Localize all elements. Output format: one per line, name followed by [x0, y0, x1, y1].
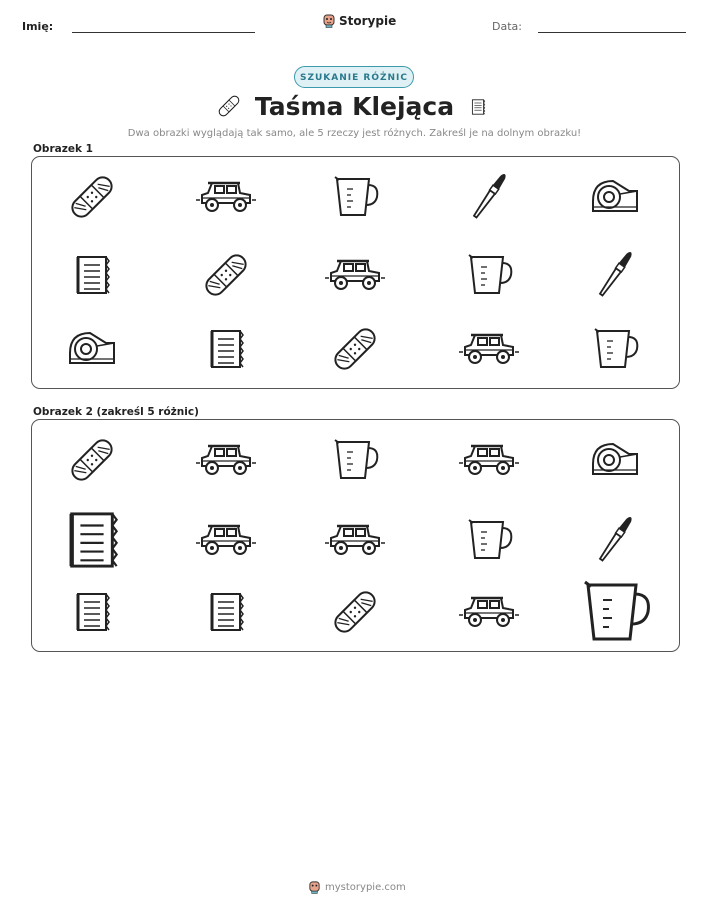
- car-icon: [459, 323, 519, 375]
- tape-dispenser-icon: [585, 171, 645, 223]
- instructions: Dwa obrazki wyglądają tak samo, ale 5 rzeczy jest różnych. Zakreśl je na dolnym obrazku!: [127, 128, 582, 139]
- bandage-icon: [62, 434, 122, 486]
- notepad-icon: [62, 249, 122, 301]
- car-icon: [459, 586, 519, 638]
- measuring-cup-icon: [325, 434, 385, 486]
- car-icon: [196, 171, 256, 223]
- paintbrush-icon: [459, 171, 519, 223]
- measuring-cup-icon: [570, 573, 660, 651]
- car-icon[interactable]: [196, 514, 256, 566]
- bandage-icon: [196, 249, 256, 301]
- bandage-icon: [325, 323, 385, 375]
- measuring-cup-icon[interactable]: [459, 514, 519, 566]
- tape-dispenser-icon: [62, 323, 122, 375]
- car-icon: [196, 171, 256, 223]
- measuring-cup-icon: [585, 323, 645, 375]
- storypie-mascot-icon: [322, 13, 336, 28]
- brand-name: Storypie: [339, 13, 397, 28]
- notepad-icon: [196, 323, 256, 375]
- bandage-icon[interactable]: [62, 434, 122, 486]
- bandage-icon: [196, 249, 256, 301]
- measuring-cup-icon: [585, 323, 645, 375]
- tape-dispenser-icon: [585, 434, 645, 486]
- footer: [308, 880, 406, 894]
- car-icon[interactable]: [196, 434, 256, 486]
- measuring-cup-icon: [459, 514, 519, 566]
- notepad-icon[interactable]: [62, 586, 122, 638]
- notepad-icon: [49, 502, 136, 577]
- car-icon: [459, 434, 519, 486]
- paintbrush-icon: [585, 249, 645, 301]
- notepad-icon[interactable]: [49, 502, 136, 577]
- storypie-mascot-icon: [308, 880, 321, 894]
- car-icon[interactable]: [459, 434, 519, 486]
- paintbrush-icon[interactable]: [585, 514, 645, 566]
- paintbrush-icon: [585, 249, 645, 301]
- paintbrush-icon: [459, 171, 519, 223]
- picture2-label: Obrazek 2 (zakreśl 5 różnic): [33, 406, 199, 418]
- tape-dispenser-icon[interactable]: [585, 434, 645, 486]
- tape-dispenser-icon: [585, 171, 645, 223]
- measuring-cup-icon: [325, 171, 385, 223]
- car-icon: [196, 514, 256, 566]
- name-label: Imię:: [22, 20, 54, 33]
- name-field-line[interactable]: [72, 32, 255, 33]
- footer-url: mystorypie.com: [325, 881, 406, 893]
- notepad-icon: [196, 586, 256, 638]
- car-icon: [325, 514, 385, 566]
- car-icon: [196, 434, 256, 486]
- notepad-icon: [62, 249, 122, 301]
- notepad-icon: [196, 323, 256, 375]
- bandage-icon: [325, 323, 385, 375]
- notepad-icon: [62, 586, 122, 638]
- bandage-icon: [325, 586, 385, 638]
- bandage-icon: [62, 171, 122, 223]
- measuring-cup-icon: [459, 249, 519, 301]
- bandage-icon[interactable]: [325, 586, 385, 638]
- paintbrush-icon: [585, 514, 645, 566]
- category-badge: SZUKANIE RÓŻNIC: [294, 66, 414, 88]
- notepad-icon[interactable]: [196, 586, 256, 638]
- picture1-label: Obrazek 1: [33, 143, 93, 155]
- car-icon: [459, 323, 519, 375]
- measuring-cup-icon[interactable]: [570, 573, 660, 651]
- brand-logo: [322, 13, 396, 28]
- date-field-line[interactable]: [538, 32, 686, 33]
- car-icon[interactable]: [325, 514, 385, 566]
- car-icon: [325, 249, 385, 301]
- tape-dispenser-icon: [62, 323, 122, 375]
- car-icon[interactable]: [459, 586, 519, 638]
- measuring-cup-icon[interactable]: [325, 434, 385, 486]
- page-title: Taśma Klejąca: [254, 92, 455, 121]
- measuring-cup-icon: [459, 249, 519, 301]
- date-label: Data:: [492, 20, 522, 33]
- notepad-icon: [466, 93, 490, 125]
- measuring-cup-icon: [325, 171, 385, 223]
- car-icon: [325, 249, 385, 301]
- bandage-icon: [62, 171, 122, 223]
